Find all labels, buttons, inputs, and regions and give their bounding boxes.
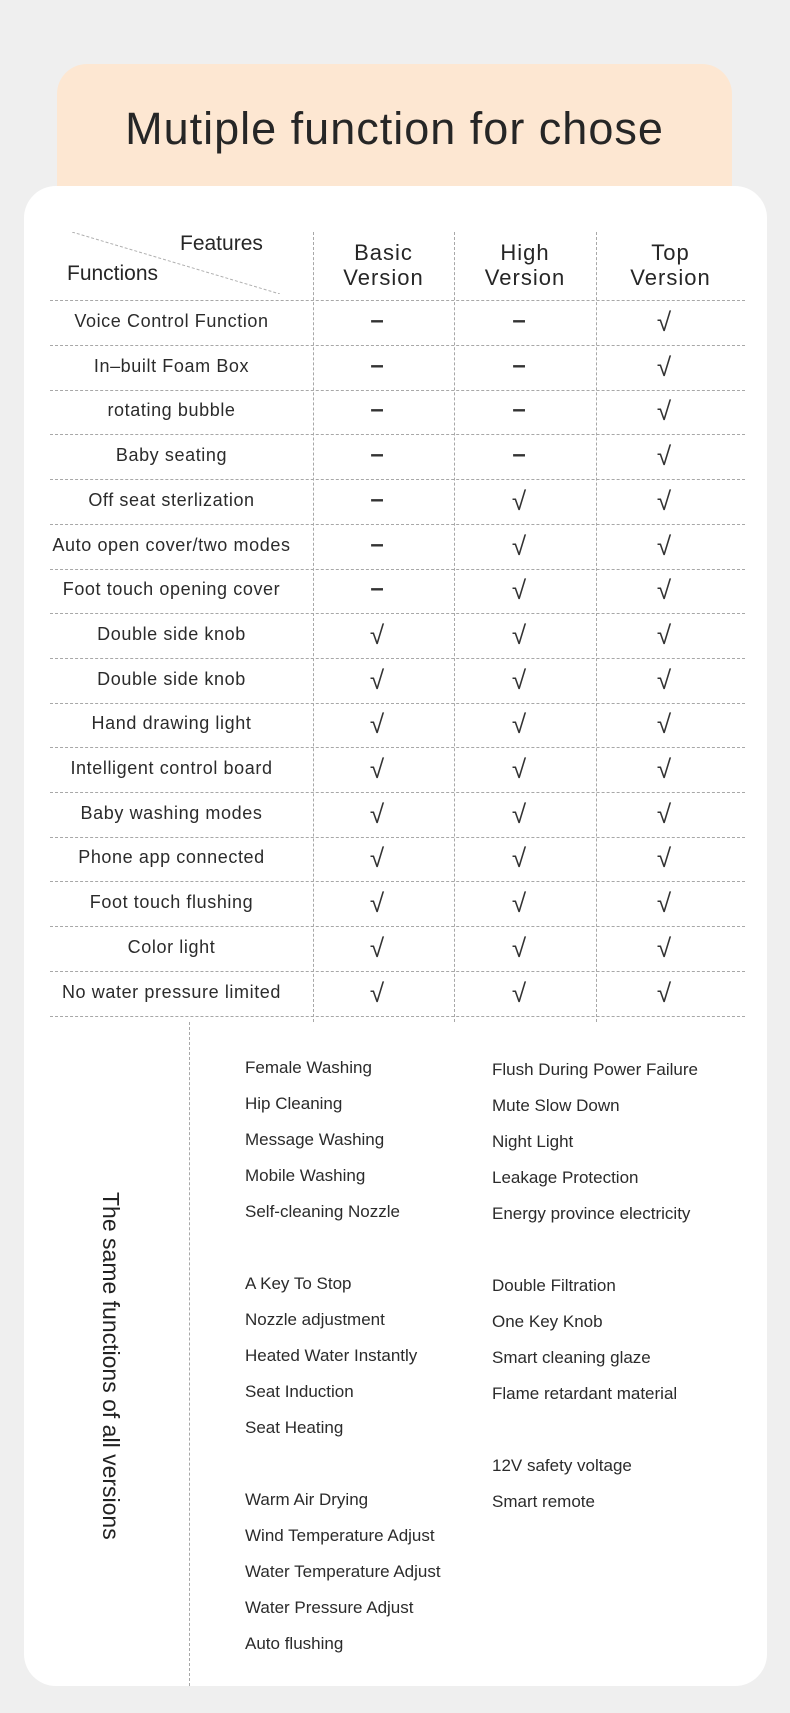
column-header-line: Top	[651, 240, 690, 265]
check-icon: √	[369, 977, 385, 1008]
feature-item: Mute Slow Down	[492, 1096, 620, 1115]
dash-icon: –	[370, 396, 384, 424]
row-function-label: Baby washing modes	[80, 802, 263, 823]
header-features-label: Features	[180, 232, 263, 255]
row-function-label: Baby seating	[115, 445, 228, 466]
check-icon: √	[656, 307, 672, 337]
check-icon: √	[369, 798, 385, 829]
feature-item: Wind Temperature Adjust	[245, 1526, 435, 1545]
check-icon: √	[656, 709, 672, 740]
feature-item: Auto flushing	[245, 1634, 344, 1653]
check-icon: √	[369, 754, 385, 784]
check-icon: √	[656, 441, 672, 472]
feature-item: Female Washing	[245, 1058, 372, 1077]
row-function-label: Foot touch opening cover	[62, 579, 281, 600]
table-row	[50, 614, 745, 658]
row-function-label: Foot touch flushing	[89, 892, 254, 913]
check-icon: √	[511, 754, 527, 784]
feature-item: Energy province electricity	[492, 1204, 691, 1223]
column-header-high	[454, 240, 596, 290]
column-header-top	[596, 240, 745, 290]
check-icon: √	[656, 530, 672, 561]
check-icon: √	[656, 396, 672, 427]
feature-item: Night Light	[492, 1132, 574, 1151]
check-icon: √	[511, 977, 527, 1008]
table-row	[50, 390, 745, 434]
check-icon: √	[369, 888, 385, 919]
check-icon: √	[656, 932, 672, 963]
check-icon: √	[369, 709, 385, 740]
feature-item: Flush During Power Failure	[492, 1060, 698, 1079]
table-row	[50, 703, 745, 747]
same-functions-label: The same functions of all versions	[98, 1192, 124, 1540]
check-icon: √	[511, 843, 527, 874]
dash-icon: –	[370, 307, 384, 334]
column-header-basic	[313, 240, 454, 290]
dash-icon: –	[512, 351, 526, 379]
row-function-label: Double side knob	[97, 668, 246, 689]
check-icon: √	[369, 932, 385, 963]
feature-item: Smart remote	[492, 1492, 595, 1511]
check-icon: √	[511, 798, 527, 829]
feature-item: Seat Induction	[245, 1382, 354, 1401]
dash-icon: –	[370, 441, 384, 469]
table-row	[50, 525, 745, 569]
feature-item: Seat Heating	[245, 1418, 344, 1437]
check-icon: √	[656, 664, 672, 695]
table-row	[50, 793, 745, 837]
feature-item: Double Filtration	[492, 1276, 616, 1295]
feature-item: Flame retardant material	[492, 1384, 678, 1403]
check-icon: √	[656, 619, 672, 650]
row-function-label: No water pressure limited	[61, 981, 282, 1002]
table-row	[50, 346, 745, 390]
check-icon: √	[511, 619, 527, 650]
check-icon: √	[369, 619, 385, 650]
check-icon: √	[369, 843, 385, 874]
row-function-label: rotating bubble	[107, 400, 236, 421]
feature-item: Mobile Washing	[245, 1166, 366, 1185]
feature-item: Hip Cleaning	[245, 1094, 343, 1113]
feature-item: Water Pressure Adjust	[245, 1598, 414, 1617]
table-row	[50, 435, 745, 479]
header-functions-label: Functions	[67, 262, 159, 285]
column-header-line: Version	[343, 265, 424, 290]
check-icon: √	[656, 888, 672, 919]
row-function-label: Off seat sterlization	[88, 489, 255, 510]
feature-item: Smart cleaning glaze	[492, 1348, 651, 1367]
check-icon: √	[511, 888, 527, 919]
table-row	[50, 480, 745, 524]
check-icon: √	[656, 977, 672, 1008]
row-function-label: Voice Control Function	[74, 311, 269, 331]
table-row	[50, 748, 745, 792]
check-icon: √	[656, 575, 672, 606]
feature-item: Water Temperature Adjust	[245, 1562, 441, 1581]
check-icon: √	[511, 530, 527, 561]
check-icon: √	[511, 664, 527, 695]
check-icon: √	[511, 575, 527, 606]
check-icon: √	[511, 485, 527, 516]
check-icon: √	[656, 798, 672, 829]
feature-item: Nozzle adjustment	[245, 1310, 385, 1329]
same-functions-divider	[189, 1022, 190, 1686]
feature-item: A Key To Stop	[245, 1274, 352, 1293]
column-header-line: Basic	[354, 240, 413, 265]
comparison-table	[50, 232, 745, 1022]
dash-icon: –	[512, 307, 526, 334]
dash-icon: –	[370, 351, 384, 379]
feature-item: Heated Water Instantly	[245, 1346, 418, 1365]
feature-item: Leakage Protection	[492, 1168, 639, 1187]
feature-item: Message Washing	[245, 1130, 385, 1149]
column-header-line: Version	[630, 265, 711, 290]
feature-item: 12V safety voltage	[492, 1456, 632, 1475]
check-icon: √	[369, 664, 385, 695]
row-function-label: Double side knob	[97, 623, 246, 644]
table-row	[50, 301, 745, 345]
feature-item: One Key Knob	[492, 1312, 603, 1331]
row-function-label: Intelligent control board	[70, 758, 273, 778]
check-icon: √	[656, 754, 672, 784]
page-title: Mutiple function for chose	[125, 103, 664, 154]
table-row	[50, 972, 745, 1016]
row-function-label: Phone app connected	[78, 847, 265, 868]
row-function-label: In–built Foam Box	[93, 355, 250, 376]
feature-item: Self-cleaning Nozzle	[245, 1202, 400, 1221]
table-row	[50, 569, 745, 613]
row-divider	[50, 1016, 745, 1017]
row-function-label: Hand drawing light	[91, 713, 252, 734]
column-header-line: Version	[484, 265, 566, 290]
dash-icon: –	[512, 396, 526, 424]
row-function-label: Auto open cover/two modes	[52, 534, 291, 555]
dash-icon: –	[370, 530, 384, 558]
check-icon: √	[656, 485, 672, 516]
check-icon: √	[656, 843, 672, 874]
dash-icon: –	[512, 441, 526, 469]
dash-icon: –	[370, 575, 384, 603]
column-header-line: High	[500, 240, 550, 265]
check-icon: √	[511, 709, 527, 740]
feature-item: Warm Air Drying	[245, 1490, 369, 1509]
row-function-label: Color light	[127, 936, 216, 957]
table-row	[50, 659, 745, 703]
table-row	[50, 837, 745, 881]
dash-icon: –	[370, 485, 384, 513]
table-row	[50, 882, 745, 926]
check-icon: √	[511, 932, 527, 963]
check-icon: √	[656, 351, 672, 382]
table-row	[50, 927, 745, 971]
